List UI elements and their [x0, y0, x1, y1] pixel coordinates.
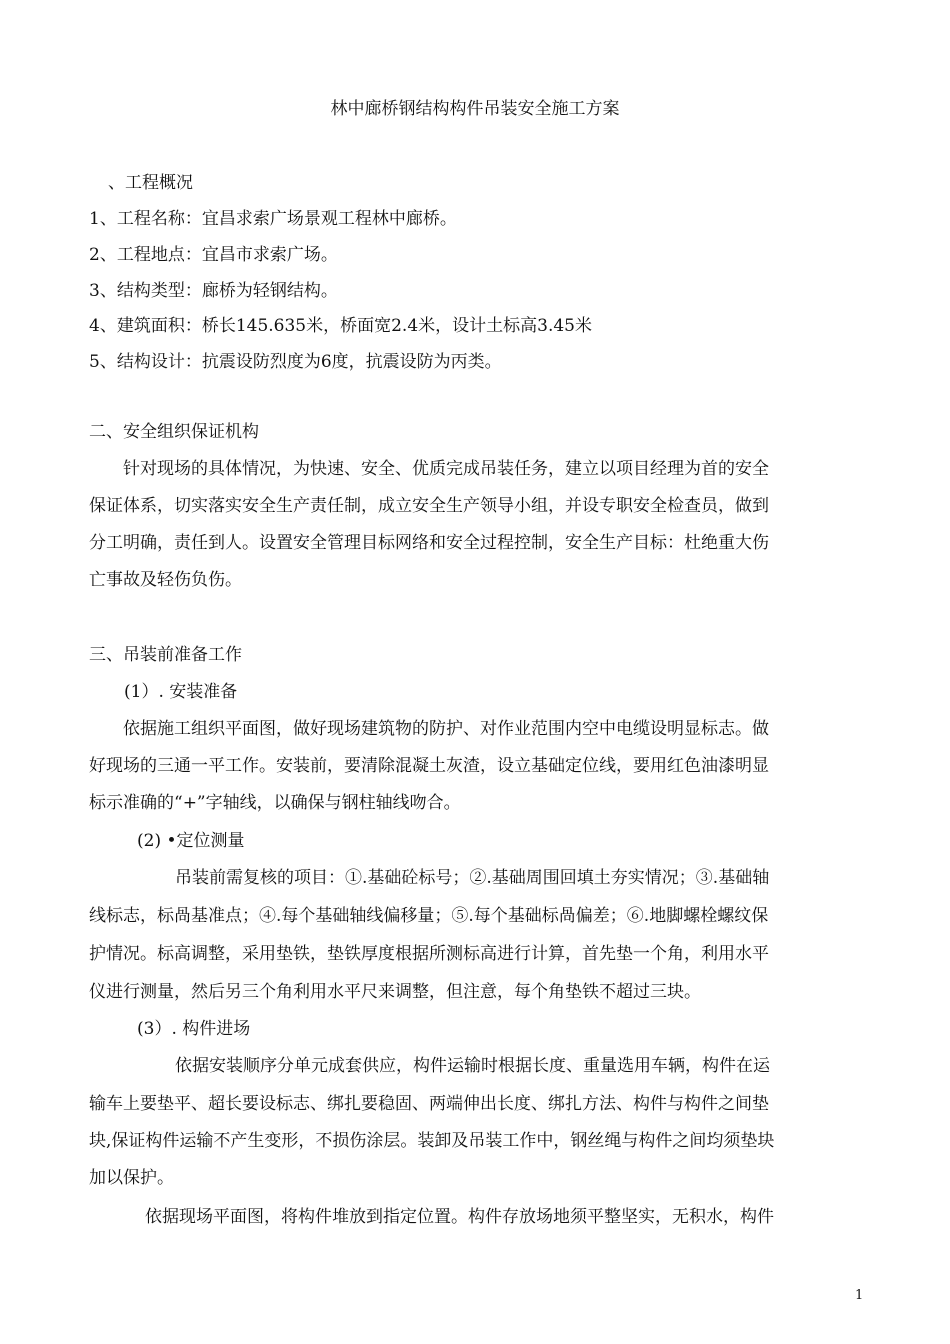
- paragraph-line: 仪进行测量，然后另三个角利用水平尺来调整，但注意，每个角垫铁不超过三块。: [89, 982, 701, 1002]
- section1-item: 1、工程名称：宜昌求索广场景观工程林中廊桥。: [89, 209, 457, 229]
- page-number: 1: [855, 1288, 864, 1303]
- section2-paragraph-line: 针对现场的具体情况，为快速、安全、优质完成吊装任务，建立以项目经理为首的安全: [123, 459, 769, 479]
- paragraph-line: 依据安装顺序分单元成套供应，构件运输时根据长度、重量选用车辆，构件在运: [175, 1056, 770, 1076]
- section2-paragraph-line: 分工明确，责任到人。设置安全管理目标网络和安全过程控制，安全生产目标：杜绝重大伤: [89, 533, 769, 553]
- paragraph-line: 依据现场平面图，将构件堆放到指定位置。构件存放场地须平整坚实，无积水，构件: [145, 1207, 774, 1227]
- section1-item: 5、结构设计：抗震设防烈度为6度，抗震设防为丙类。: [89, 352, 502, 372]
- paragraph-line: 依据施工组织平面图，做好现场建筑物的防护、对作业范围内空中电缆设明显标志。做: [123, 719, 769, 739]
- section1-item: 4、建筑面积：桥长145.635米，桥面宽2.4米，设计土标高3.45米: [89, 316, 593, 336]
- paragraph-line: 标示准确的“+”字轴线，以确保与钢柱轴线吻合。: [89, 793, 461, 813]
- section1-item: 3、结构类型：廊桥为轻钢结构。: [89, 281, 338, 301]
- paragraph-line: 加以保护。: [89, 1168, 174, 1188]
- section1-heading: 、工程概况: [108, 173, 193, 193]
- subsection-heading: (2) •定位测量: [137, 831, 245, 851]
- paragraph-line: 块,保证构件运输不产生变形，不损伤涂层。装卸及吊装工作中，钢丝绳与构件之间均须垫块: [89, 1131, 775, 1151]
- paragraph-line: 吊装前需复核的项目：①.基础砼标号；②.基础周围回填土夯实情况；③.基础轴: [175, 868, 770, 888]
- paragraph-line: 输车上要垫平、超长要设标志、绑扎要稳固、两端伸出长度、绑扎方法、构件与构件之间垫: [89, 1094, 769, 1114]
- paragraph-line: 好现场的三通一平工作。安装前，要清除混凝土灰渣，设立基础定位线，要用红色油漆明显: [89, 756, 769, 776]
- subsection-heading: (3）. 构件进场: [137, 1019, 251, 1039]
- section2-paragraph-line: 亡事故及轻伤负伤。: [89, 570, 242, 590]
- paragraph-line: 护情况。标高调整，采用垫铁，垫铁厚度根据所测标高进行计算，首先垫一个角，利用水平: [89, 944, 769, 964]
- document-title: 林中廊桥钢结构构件吊装安全施工方案: [330, 99, 620, 119]
- section2-heading: 二、安全组织保证机构: [89, 422, 259, 442]
- paragraph-line: 线标志，标咼基准点；④.每个基础轴线偏移量；⑤.每个基础标咼偏差；⑥.地脚螺栓螺纹保: [89, 906, 769, 926]
- section2-paragraph-line: 保证体系，切实落实安全生产责任制，成立安全生产领导小组，并设专职安全检查员，做到: [89, 496, 769, 516]
- subsection-heading: (1）. 安装准备: [124, 682, 238, 702]
- section1-item: 2、工程地点：宜昌市求索广场。: [89, 245, 338, 265]
- section3-heading: 三、吊装前准备工作: [89, 645, 242, 665]
